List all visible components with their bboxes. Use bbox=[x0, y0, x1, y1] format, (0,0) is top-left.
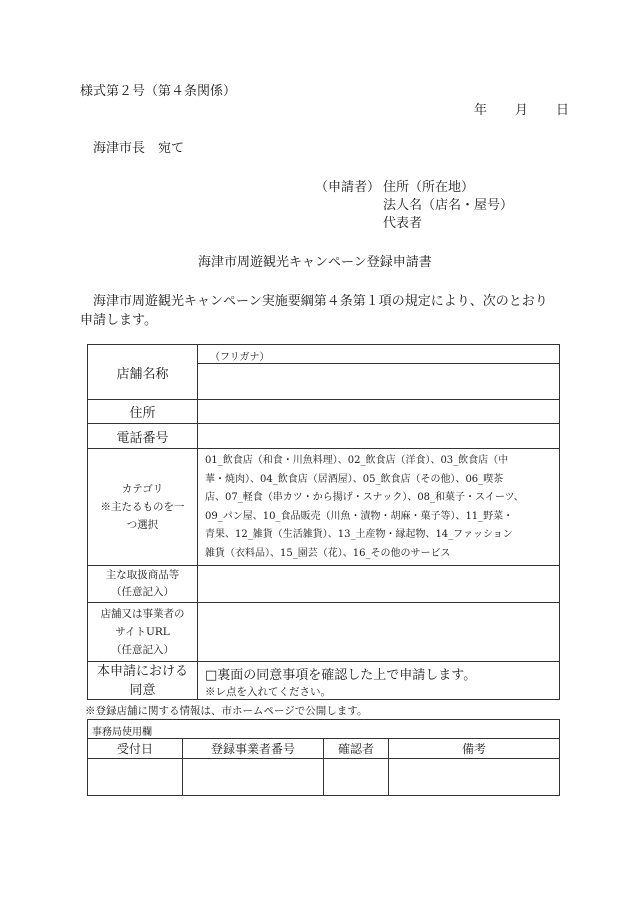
addressee: 海津市長 宛て bbox=[93, 141, 185, 156]
consent-label-line-2: 同意 bbox=[129, 683, 156, 698]
row-category bbox=[88, 448, 559, 565]
consent-label bbox=[88, 662, 198, 700]
phone-label bbox=[88, 424, 198, 448]
office-use-title: 事務局使用欄 bbox=[92, 727, 152, 738]
store-name-cell bbox=[198, 345, 559, 399]
office-use-table bbox=[87, 719, 560, 796]
category-label-line-2: ※主たるものを一 bbox=[100, 501, 185, 513]
form-number: 様式第２号（第４条関係） bbox=[80, 84, 237, 99]
category-options[interactable] bbox=[198, 449, 559, 565]
row-address bbox=[88, 399, 559, 423]
col-checker-text: 確認者 bbox=[337, 742, 374, 756]
category-line-1: 01_飲食店（和食・川魚料理）、02_飲食店（洋食）、03_飲食店（中 bbox=[205, 455, 509, 466]
row-store-name bbox=[88, 345, 559, 399]
phone-field[interactable] bbox=[198, 424, 559, 448]
furigana-label: （フリガナ） bbox=[210, 352, 270, 363]
address-field[interactable] bbox=[198, 400, 559, 423]
url-label-line-3: （任意記入） bbox=[111, 644, 174, 656]
date-day: 日 bbox=[556, 103, 570, 118]
consent-cell bbox=[198, 662, 559, 700]
applicant-rep-label: 代表者 bbox=[383, 216, 423, 231]
address-label-text: 住所 bbox=[129, 406, 156, 421]
category-label bbox=[88, 449, 198, 565]
products-field[interactable] bbox=[198, 566, 559, 602]
reg-number-field[interactable] bbox=[183, 759, 324, 795]
col-reg-number bbox=[183, 739, 324, 758]
row-consent bbox=[88, 661, 559, 700]
remarks-field[interactable] bbox=[389, 759, 559, 795]
document-title: 海津市周遊観光キャンペーン登録申請書 bbox=[198, 255, 432, 270]
publish-note: ※登録店舗に関する情報は、市ホームページで公開します。 bbox=[85, 705, 368, 717]
col-received-text: 受付日 bbox=[116, 742, 153, 756]
category-line-6: 雑貨（衣料品）、15_園芸（花）、16_その他のサービス bbox=[205, 547, 451, 559]
row-products bbox=[88, 565, 559, 602]
store-name-label-text: 店舗名称 bbox=[116, 366, 169, 382]
url-label bbox=[88, 603, 198, 661]
consent-note: ※レ点を入れてください。 bbox=[205, 686, 331, 698]
date-month: 月 bbox=[515, 103, 529, 118]
row-phone bbox=[88, 423, 559, 448]
url-label-line-2: サイトURL bbox=[115, 626, 170, 638]
category-line-3: 店、07_軽食（串カツ・から揚げ・スナック）、08_和菓子・スイーツ、 bbox=[205, 492, 524, 503]
consent-label-line-1: 本申請における bbox=[96, 664, 188, 679]
url-field[interactable] bbox=[198, 603, 559, 661]
store-name-label bbox=[88, 345, 198, 399]
products-label-line-1: 主な取扱商品等 bbox=[105, 569, 180, 581]
category-line-4: 09_パン屋、10_食品販売（川魚・漬物・胡麻・菓子等）、11_野菜・ bbox=[205, 510, 514, 522]
intro-line-1: 海津市周遊観光キャンペーン実施要綱第４条第１項の規定により、次のとおり bbox=[93, 294, 548, 309]
col-received bbox=[88, 739, 183, 758]
received-field[interactable] bbox=[88, 759, 183, 795]
intro-line-2: 申請します。 bbox=[80, 313, 157, 328]
store-name-field[interactable] bbox=[198, 364, 559, 399]
products-label bbox=[88, 566, 198, 602]
address-label bbox=[88, 400, 198, 423]
category-list bbox=[205, 452, 524, 563]
col-remarks bbox=[389, 739, 559, 758]
date-year: 年 bbox=[474, 103, 488, 118]
applicant-corp-label: 法人名（店名・屋号） bbox=[383, 198, 514, 213]
application-table bbox=[87, 344, 560, 700]
phone-label-text: 電話番号 bbox=[116, 430, 169, 446]
row-url bbox=[88, 602, 559, 661]
checker-field[interactable] bbox=[324, 759, 389, 795]
category-label-line-1: カテゴリ bbox=[121, 483, 164, 495]
col-remarks-text: 備考 bbox=[461, 742, 486, 756]
category-line-2: 華・焼肉）、04_飲食店（居酒屋）、05_飲食店（その他）、06_喫茶 bbox=[205, 473, 504, 485]
products-label-line-2: （任意記入） bbox=[111, 586, 174, 598]
category-line-5: 青果、12_雑貨（生活雑貨）、13_土産物・縁起物、14_ファッション bbox=[205, 529, 513, 540]
url-label-line-1: 店舗又は事業者の bbox=[100, 608, 185, 620]
consent-checkbox[interactable]: □裏面の同意事項を確認した上で申請します。 bbox=[205, 668, 477, 683]
applicant-address-label: 住所（所在地） bbox=[383, 180, 475, 195]
applicant-prefix: （申請者） bbox=[315, 180, 381, 195]
col-reg-number-text: 登録事業者番号 bbox=[210, 742, 295, 756]
col-checker bbox=[324, 739, 389, 758]
category-label-line-3: つ選択 bbox=[126, 519, 159, 531]
